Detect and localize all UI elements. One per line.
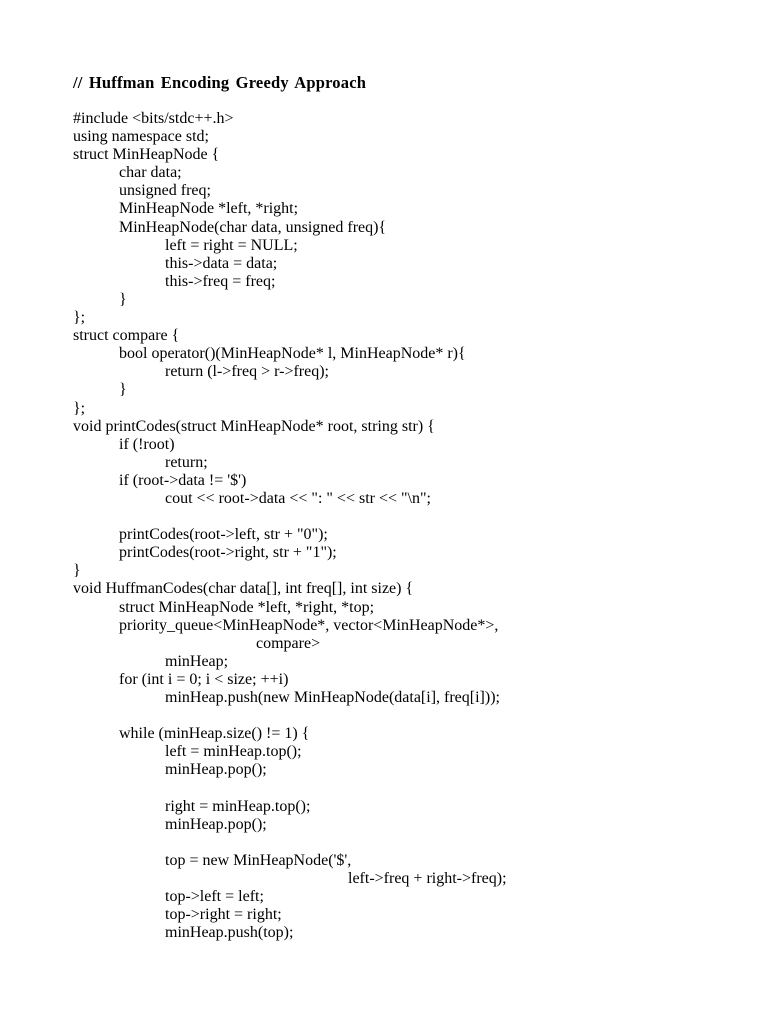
code-block: [73, 110, 753, 942]
code-line: left = right = NULL;: [165, 236, 298, 254]
code-line: if (!root): [119, 435, 175, 453]
code-line: }: [119, 381, 127, 399]
code-line: minHeap;: [165, 652, 229, 670]
code-line: [73, 508, 753, 526]
code-line: [73, 707, 753, 725]
code-line: char data;: [119, 164, 182, 182]
code-line: this->data = data;: [165, 254, 278, 272]
code-line: }: [73, 562, 81, 580]
code-line: top = new MinHeapNode('$',: [165, 851, 352, 869]
code-line: while (minHeap.size() != 1) {: [119, 725, 310, 743]
code-line: return (l->freq > r->freq);: [165, 363, 329, 381]
code-line: };: [73, 399, 86, 417]
code-line: left = minHeap.top();: [165, 743, 302, 761]
code-line: printCodes(root->right, str + "1");: [119, 544, 337, 562]
code-line: minHeap.push(top);: [165, 924, 294, 942]
code-line: }: [119, 290, 127, 308]
code-line: unsigned freq;: [119, 182, 211, 200]
code-line: minHeap.pop();: [165, 761, 267, 779]
code-line: [73, 834, 753, 852]
code-line: void HuffmanCodes(char data[], int freq[], int size) {: [73, 580, 414, 598]
code-line: minHeap.push(new MinHeapNode(data[i], freq[i]));: [165, 689, 500, 706]
code-line: void printCodes(struct MinHeapNode* root, string str) {: [73, 417, 435, 435]
code-line: struct compare {: [73, 327, 180, 345]
code-line: minHeap.pop();: [165, 815, 267, 833]
code-line: bool operator()(MinHeapNode* l, MinHeapNode* r){: [119, 345, 466, 363]
code-line: left->freq + right->freq);: [348, 869, 507, 887]
code-line: return;: [165, 453, 208, 471]
code-line: struct MinHeapNode *left, *right, *top;: [119, 598, 375, 616]
code-line: cout << root->data << ": " << str << "\n";: [165, 489, 431, 507]
code-line: [73, 779, 753, 797]
code-line: MinHeapNode *left, *right;: [119, 200, 299, 218]
code-line: compare>: [256, 634, 321, 652]
code-line: top->left = left;: [165, 888, 264, 906]
code-line: priority_queue<MinHeapNode*, vector<MinHeapNode*>,: [119, 616, 499, 634]
code-line: if (root->data != '$'): [119, 471, 247, 489]
page-title: // Huffman Encoding Greedy Approach: [73, 73, 367, 92]
code-line: this->freq = freq;: [165, 272, 276, 290]
code-line: using namespace std;: [73, 128, 209, 146]
code-line: #include <bits/stdc++.h>: [73, 110, 234, 127]
code-line: printCodes(root->left, str + "0");: [119, 526, 328, 544]
code-line: };: [73, 309, 86, 327]
code-line: right = minHeap.top();: [165, 797, 311, 815]
code-line: for (int i = 0; i < size; ++i): [119, 670, 289, 688]
code-line: MinHeapNode(char data, unsigned freq){: [119, 218, 387, 236]
code-line: struct MinHeapNode {: [73, 146, 220, 164]
code-line: top->right = right;: [165, 906, 282, 924]
